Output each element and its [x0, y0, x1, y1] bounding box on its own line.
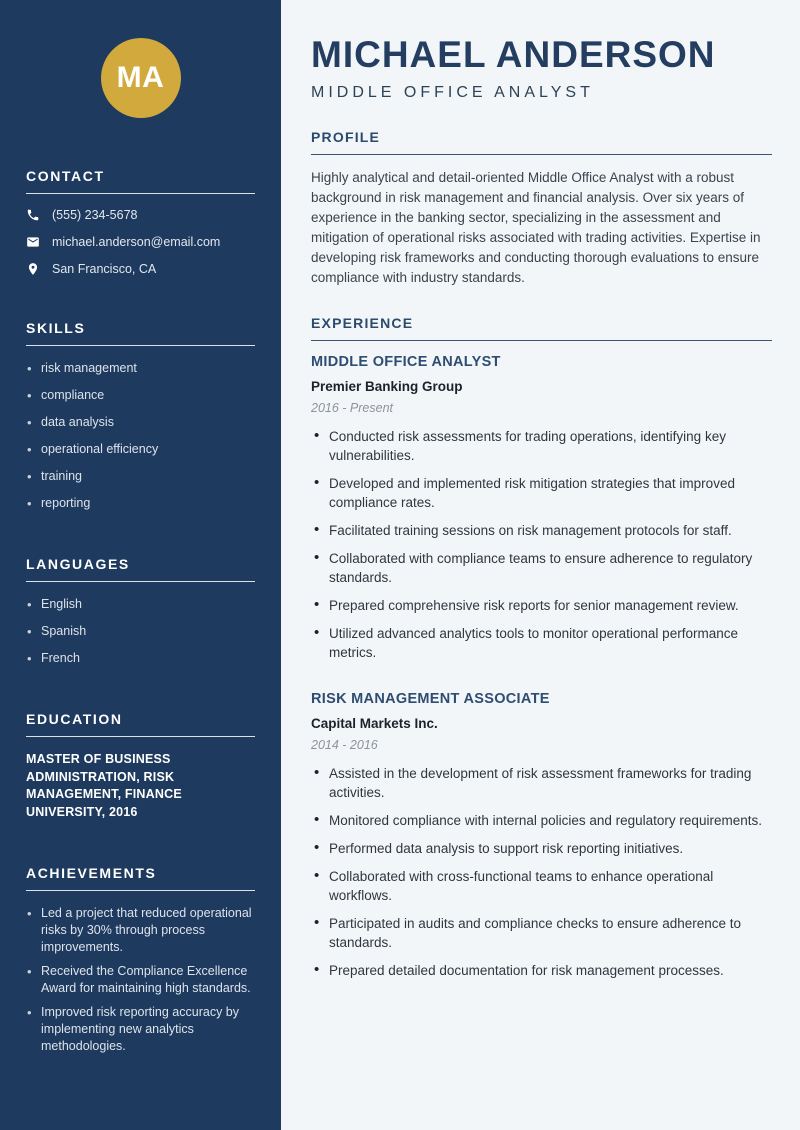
education-divider — [26, 736, 255, 737]
skill-item: • data analysis — [26, 414, 255, 431]
contact-section — [26, 168, 255, 276]
education-text: MASTER OF BUSINESS ADMINISTRATION, RISK MANAGEMENT, FINANCE UNIVERSITY, 2016 — [26, 752, 182, 819]
job-bullet: • Conducted risk assessments for trading operations, identifying key vulnerabilities. — [311, 427, 772, 465]
job-bullet: • Prepared comprehensive risk reports for senior management review. — [311, 596, 772, 615]
contact-phone-text: (555) 234-5678 — [52, 208, 138, 222]
job-bullet: • Facilitated training sessions on risk management protocols for staff. — [311, 521, 772, 540]
skills-divider — [26, 345, 255, 346]
skill-item: • compliance — [26, 387, 255, 404]
languages-divider — [26, 581, 255, 582]
candidate-title: MIDDLE OFFICE ANALYST — [311, 83, 594, 101]
achievement-item: • Improved risk reporting accuracy by implementing new analytics methodologies. — [26, 1004, 255, 1055]
education-section — [26, 711, 255, 821]
job-bullet: • Collaborated with cross-functional teams to enhance operational workflows. — [311, 867, 772, 905]
contact-email-text: michael.anderson@email.com — [52, 235, 221, 249]
skills-heading: SKILLS — [26, 320, 86, 336]
language-item: • French — [26, 650, 255, 667]
job-company: Premier Banking Group — [311, 378, 463, 394]
main-content — [281, 0, 800, 1130]
job-bullet: • Developed and implemented risk mitigation strategies that improved compliance rates. — [311, 474, 772, 512]
achievements-divider — [26, 890, 255, 891]
experience-rule — [311, 340, 772, 341]
languages-list — [26, 596, 255, 667]
achievements-section — [26, 865, 255, 1055]
contact-phone — [26, 208, 255, 222]
job-bullet: • Prepared detailed documentation for risk management processes. — [311, 961, 772, 980]
job-bullet: • Performed data analysis to support risk reporting initiatives. — [311, 839, 772, 858]
skill-item: • risk management — [26, 360, 255, 377]
phone-icon — [26, 208, 40, 222]
skill-item: • operational efficiency — [26, 441, 255, 458]
contact-email — [26, 235, 255, 249]
job-bullets — [311, 764, 772, 980]
profile-section — [311, 129, 772, 288]
job-bullet: • Assisted in the development of risk assessment frameworks for trading activities. — [311, 764, 772, 802]
job-company: Capital Markets Inc. — [311, 715, 438, 731]
job-dates: 2014 - 2016 — [311, 737, 378, 752]
skill-item: • reporting — [26, 495, 255, 512]
languages-heading: LANGUAGES — [26, 556, 130, 572]
avatar — [101, 38, 181, 118]
job-bullet: • Utilized advanced analytics tools to monitor operational performance metrics. — [311, 624, 772, 662]
achievements-list — [26, 905, 255, 1055]
language-item: • Spanish — [26, 623, 255, 640]
job-bullets — [311, 427, 772, 662]
experience-heading: EXPERIENCE — [311, 314, 414, 331]
contact-heading: CONTACT — [26, 168, 105, 184]
job-title: RISK MANAGEMENT ASSOCIATE — [311, 690, 550, 707]
profile-heading: PROFILE — [311, 128, 381, 145]
languages-section — [26, 556, 255, 667]
location-icon — [26, 262, 40, 276]
skills-list — [26, 360, 255, 512]
job-dates: 2016 - Present — [311, 400, 393, 415]
achievement-item: • Led a project that reduced operational risks by 30% through process improvements. — [26, 905, 255, 956]
job-title: MIDDLE OFFICE ANALYST — [311, 353, 501, 370]
profile-text: Highly analytical and detail-oriented Middle Office Analyst with a robust background in risk management and financial analysis. Over six years of experience in the banking sector, specializing in the assessment and mitigation of operational risks associated with trading activities. Expertise in developing risk frameworks and conducting thorough evaluations to ensure compliance with industry standards. — [311, 169, 761, 285]
email-icon — [26, 235, 40, 249]
contact-divider — [26, 193, 255, 194]
skill-item: • training — [26, 468, 255, 485]
avatar-initials: MA — [116, 61, 165, 94]
contact-location — [26, 262, 255, 276]
job-entry — [311, 691, 772, 980]
candidate-name: MICHAEL ANDERSON — [311, 34, 716, 75]
job-entry — [311, 354, 772, 662]
achievement-item: • Received the Compliance Excellence Award for maintaining high standards. — [26, 963, 255, 997]
education-heading: EDUCATION — [26, 711, 123, 727]
contact-location-text: San Francisco, CA — [52, 262, 157, 276]
achievements-heading: ACHIEVEMENTS — [26, 865, 157, 881]
job-bullet: • Collaborated with compliance teams to ensure adherence to regulatory standards. — [311, 549, 772, 587]
profile-rule — [311, 154, 772, 155]
job-bullet: • Participated in audits and compliance checks to ensure adherence to standards. — [311, 914, 772, 952]
experience-section — [311, 315, 772, 980]
skills-section — [26, 320, 255, 512]
sidebar — [0, 0, 281, 1130]
job-bullet: • Monitored compliance with internal policies and regulatory requirements. — [311, 811, 772, 830]
language-item: • English — [26, 596, 255, 613]
